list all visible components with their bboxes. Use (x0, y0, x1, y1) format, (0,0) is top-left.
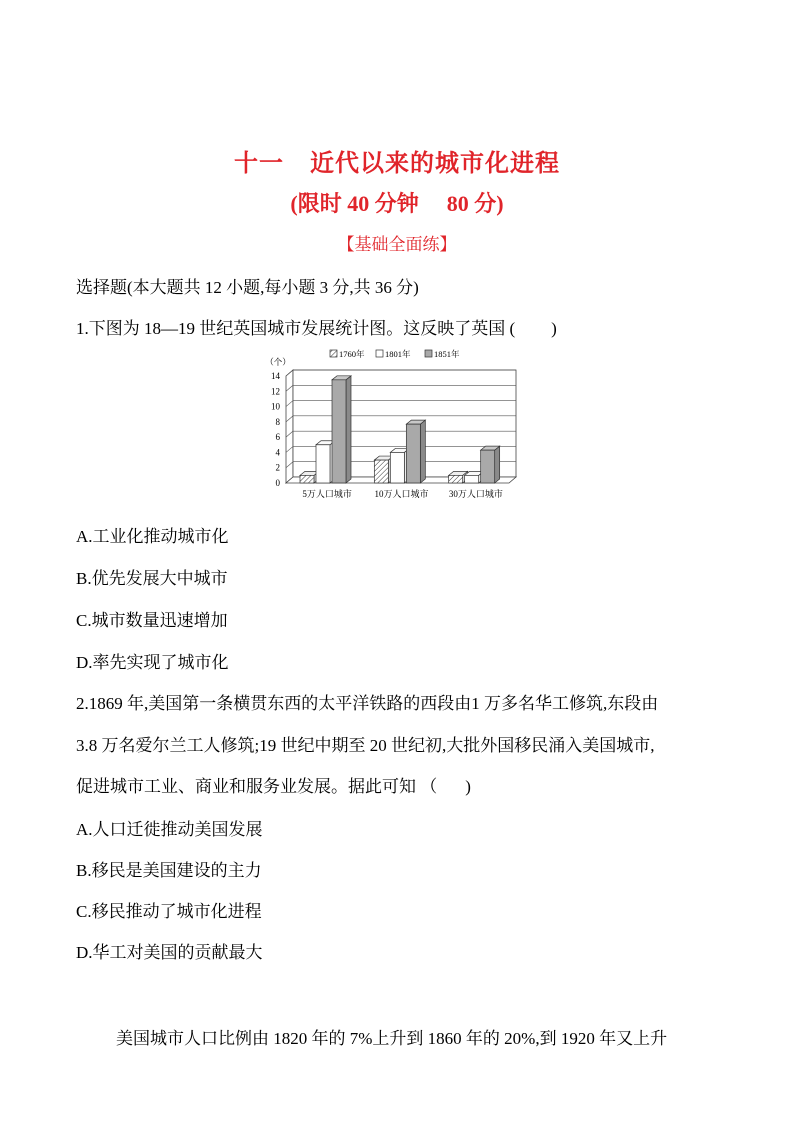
question-2-close: ) (465, 777, 471, 796)
question-1-close: ) (551, 319, 557, 338)
question-3-line-1: 美国城市人口比例由 1820 年的 7%上升到 1860 年的 20%,到 1920 年又上升 (116, 1029, 668, 1048)
legend-label: 1801年 (385, 349, 411, 359)
question-1-text: 1.下图为 18—19 世纪英国城市发展统计图。这反映了英国 ( (76, 319, 516, 338)
bar (449, 475, 463, 483)
bar (374, 460, 388, 483)
time-limit: (限时 40 分钟 (290, 191, 419, 216)
bar (332, 380, 346, 483)
y-tick-label: 14 (271, 371, 280, 381)
legend-label: 1760年 (339, 349, 365, 359)
bar-side (346, 376, 351, 483)
legend-swatch (425, 350, 432, 357)
q1-option-a[interactable]: A.工业化推动城市化 (76, 527, 229, 546)
q1-option-b[interactable]: B.优先发展大中城市 (76, 569, 228, 588)
legend-swatch (330, 350, 337, 357)
q2-option-c[interactable]: C.移民推动了城市化进程 (76, 902, 262, 921)
q2-option-a[interactable]: A.人口迁徙推动美国发展 (76, 820, 263, 839)
question-2-line-1: 2.1869 年,美国第一条横贯东西的太平洋铁路的西段由1 万多名华工修筑,东段由 (76, 694, 659, 713)
bar (465, 475, 479, 483)
legend-swatch (376, 350, 383, 357)
bar-chart (250, 343, 550, 505)
bar-side (420, 420, 425, 483)
section-heading: 【基础全面练】 (337, 235, 457, 254)
q1-option-c[interactable]: C.城市数量迅速增加 (76, 611, 228, 630)
page-subtitle (0, 187, 794, 218)
y-axis-label: （个） (265, 357, 291, 367)
q1-option-d[interactable]: D.率先实现了城市化 (76, 653, 229, 672)
page-title (0, 143, 794, 178)
x-tick-label: 30万人口城市 (448, 489, 503, 499)
title-text: 近代以来的城市化进程 (310, 151, 560, 177)
y-tick-label: 12 (271, 386, 280, 397)
y-tick-label: 6 (275, 432, 280, 443)
bar (481, 450, 495, 483)
score-limit: 80 分) (446, 191, 504, 216)
q2-option-d[interactable]: D.华工对美国的贡献最大 (76, 943, 263, 962)
question-2-line-3 (76, 772, 471, 797)
x-tick-label: 5万人口城市 (302, 489, 352, 499)
bar (406, 424, 420, 483)
instructions: 选择题(本大题共 12 小题,每小题 3 分,共 36 分) (76, 278, 419, 297)
legend-label: 1851年 (434, 349, 460, 359)
question-2-line-2: 3.8 万名爱尔兰工人修筑;19 世纪中期至 20 世纪初,大批外国移民涌入美国城市, (76, 736, 655, 755)
bar (390, 452, 404, 483)
bar-side (495, 446, 500, 483)
y-tick-label: 10 (271, 401, 280, 412)
chart-side-wall (286, 370, 293, 483)
x-tick-label: 10万人口城市 (374, 489, 429, 499)
bar (300, 475, 314, 483)
question-1-stem (76, 314, 557, 339)
y-tick-label: 4 (275, 447, 280, 458)
y-tick-label: 0 (275, 478, 280, 488)
y-tick-label: 2 (275, 462, 280, 473)
q2-option-b[interactable]: B.移民是美国建设的主力 (76, 861, 262, 880)
bar (316, 445, 330, 483)
y-tick-label: 8 (275, 416, 280, 427)
title-number: 十一 (234, 151, 284, 177)
question-2-text: 促进城市工业、商业和服务业发展。据此可知 （ (76, 777, 438, 796)
